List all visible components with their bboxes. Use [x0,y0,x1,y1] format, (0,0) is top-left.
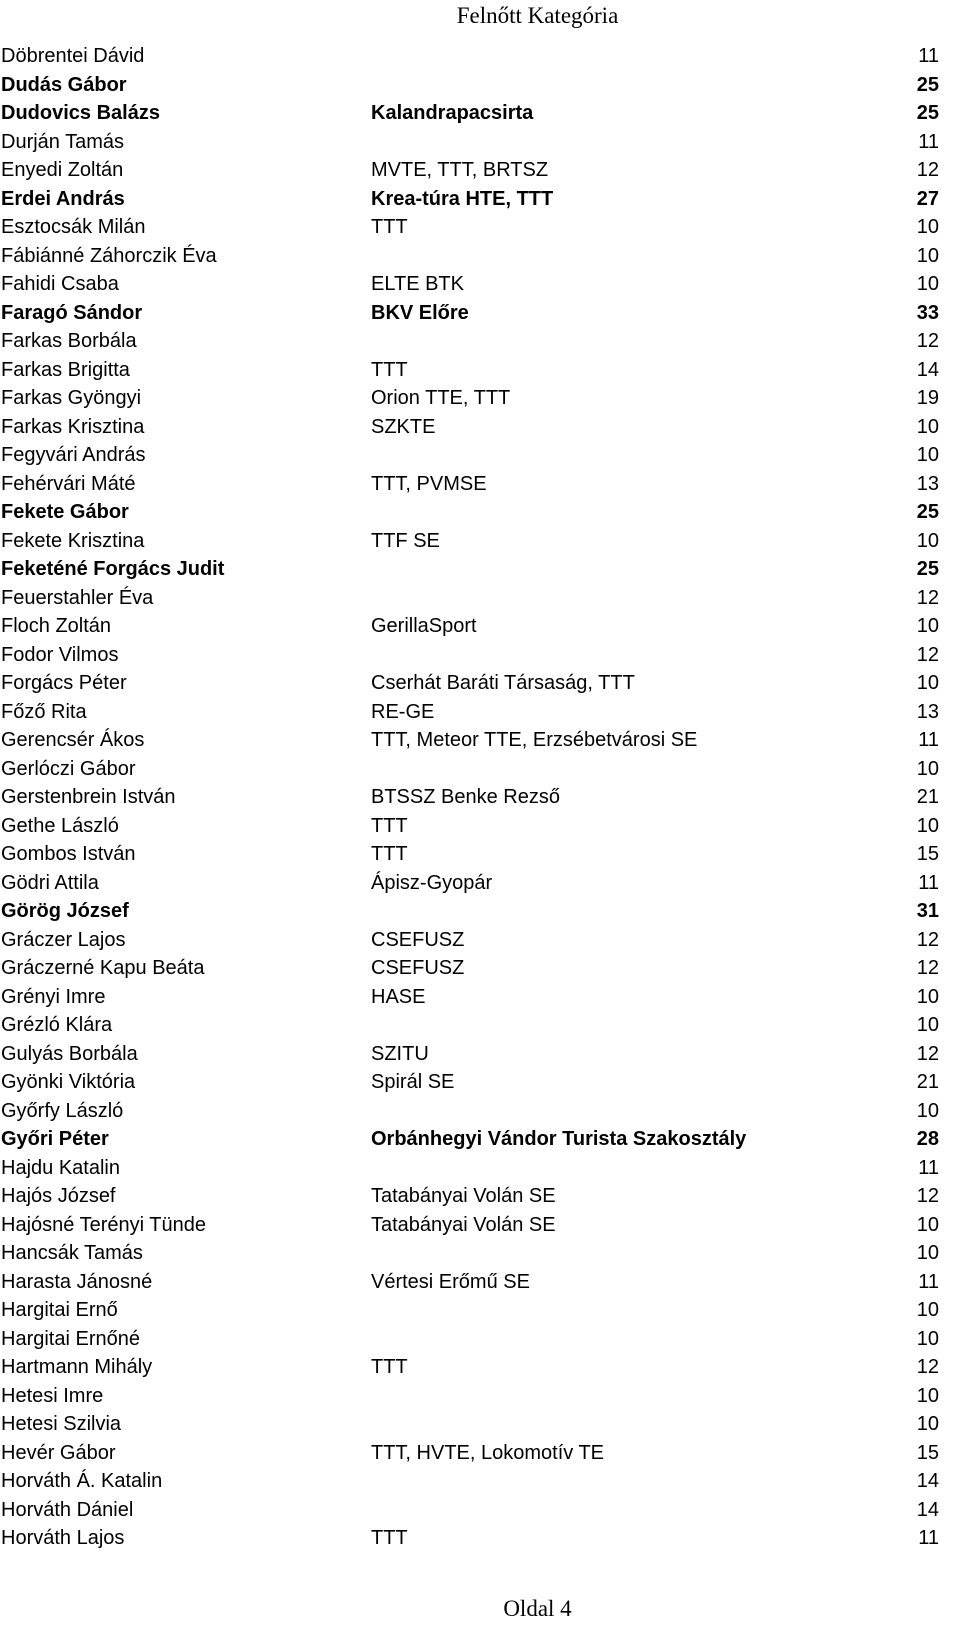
participant-row [0,1182,960,1211]
participant-row [0,270,960,299]
participant-club: Tatabányai Volán SE [371,1213,556,1236]
participant-score: 10 [916,1099,939,1122]
participant-row [0,612,960,641]
participant-row [0,1068,960,1097]
participant-club: TTT, PVMSE [371,472,487,495]
participant-score: 14 [916,358,939,381]
participant-score: 21 [916,1071,939,1093]
participant-score: 12 [916,330,939,352]
participant-club: TTT [371,814,408,837]
participant-row [0,726,960,755]
participant-row [0,1353,960,1382]
participant-row [0,470,960,499]
participant-name: Gyönki Viktória [1,1071,136,1093]
participant-name: Horváth Dániel [1,1498,134,1521]
participant-club: CSEFUSZ [371,957,465,979]
participant-club: TTT [371,1356,408,1378]
participant-row [0,698,960,727]
participant-row [0,869,960,898]
participant-row [0,1325,960,1354]
participant-club: Cserhát Baráti Társaság, TTT [371,672,635,694]
participant-club: Krea-túra HTE, TTT [371,187,554,210]
participant-score: 13 [916,472,939,495]
page-footer [0,1594,960,1624]
participant-score: 11 [918,1270,939,1293]
participant-row [0,356,960,385]
participant-name: Grényi Imre [1,985,106,1008]
participant-name: Farkas Borbála [1,330,137,352]
participant-name: Gethe László [1,814,119,837]
participant-name: Fekete Gábor [1,501,129,523]
participant-row [0,1439,960,1468]
participant-row [0,299,960,328]
participant-score: 10 [916,273,939,295]
participant-name: Gerencsér Ákos [1,729,145,751]
participant-score: 10 [916,1299,939,1321]
participant-row [0,812,960,841]
participant-score: 19 [916,387,939,409]
participant-score: 10 [916,1327,939,1350]
participant-score: 10 [916,1242,939,1264]
participant-row [0,840,960,869]
participant-score: 10 [916,985,939,1008]
participant-row [0,1040,960,1069]
participant-row [0,1496,960,1525]
participant-row [0,555,960,584]
participant-score: 10 [916,757,939,780]
participant-score: 21 [916,786,939,808]
participant-name: Horváth Lajos [1,1527,125,1549]
participant-name: Fegyvári András [1,444,146,466]
participant-score: 11 [918,871,939,894]
participant-club: RE-GE [371,700,435,723]
participant-row [0,242,960,271]
participant-score: 11 [918,45,939,67]
participant-club: ELTE BTK [371,273,464,295]
participant-club: GerillaSport [371,615,477,637]
participant-score: 10 [916,1384,939,1407]
participant-row [0,1211,960,1240]
participant-club: Spirál SE [371,1071,455,1093]
participant-club: Orion TTE, TTT [371,387,511,409]
page-header [0,0,960,32]
participant-name: Gerlóczi Gábor [1,757,136,780]
participant-club: Kalandrapacsirta [371,102,534,124]
participant-score: 10 [916,672,939,694]
participant-club: TTT, Meteor TTE, Erzsébetvárosi SE [371,729,698,751]
participant-club: BTSSZ Benke Rezső [371,786,560,808]
participant-name: Gerstenbrein István [1,786,176,808]
participant-club: CSEFUSZ [371,928,465,951]
participant-score: 25 [916,73,939,96]
page-number: Oldal 4 [503,1596,572,1621]
participant-club: TTT [371,216,408,238]
participant-score: 10 [916,814,939,837]
participant-row [0,1125,960,1154]
participant-row [0,1097,960,1126]
participant-list [0,42,960,1553]
participant-name: Erdei András [1,187,125,210]
participant-score: 27 [916,187,939,210]
participant-row [0,1154,960,1183]
participant-score: 10 [916,415,939,438]
participant-score: 12 [916,586,939,609]
participant-name: Hajós József [1,1185,116,1207]
participant-score: 10 [916,1014,939,1036]
participant-club: TTF SE [371,529,440,552]
participant-name: Gráczer Lajos [1,928,126,951]
participant-club: BKV Előre [371,301,469,324]
participant-row [0,213,960,242]
participant-row [0,1410,960,1439]
participant-name: Gráczerné Kapu Beáta [1,957,205,979]
participant-score: 10 [916,529,939,552]
participant-name: Főző Rita [1,700,87,723]
participant-name: Hargitai Ernő [1,1299,118,1321]
participant-score: 25 [916,501,939,523]
participant-score: 10 [916,244,939,267]
participant-club: TTT [371,843,408,865]
participant-name: Harasta Jánosné [1,1270,153,1293]
participant-score: 12 [916,1042,939,1065]
participant-score: 11 [918,1527,939,1549]
participant-score: 12 [916,159,939,181]
participant-club: HASE [371,985,426,1008]
participant-club: Ápisz-Gyopár [371,871,493,894]
participant-score: 11 [918,1156,939,1179]
participant-score: 10 [916,1413,939,1435]
participant-name: Hajdu Katalin [1,1156,120,1179]
category-title: Felnőtt Kategória [456,3,619,28]
participant-club: Orbánhegyi Vándor Turista Szakosztály [371,1128,747,1150]
participant-name: Grézló Klára [1,1014,113,1036]
participant-name: Farkas Krisztina [1,415,145,438]
participant-club: Tatabányai Volán SE [371,1185,556,1207]
participant-name: Fahidi Csaba [1,273,119,295]
participant-score: 10 [916,216,939,238]
participant-row [0,584,960,613]
participant-row [0,1467,960,1496]
participant-club: SZKTE [371,415,436,438]
participant-score: 10 [916,1213,939,1236]
participant-score: 28 [916,1128,939,1150]
participant-name: Döbrentei Dávid [1,45,145,67]
participant-score: 25 [916,102,939,124]
participant-name: Győrfy László [1,1099,124,1122]
participant-row [0,1011,960,1040]
participant-row [0,783,960,812]
participant-row [0,755,960,784]
participant-row [0,1239,960,1268]
participant-name: Faragó Sándor [1,301,143,324]
participant-name: Gombos István [1,843,136,865]
participant-name: Hetesi Imre [1,1384,104,1407]
participant-score: 15 [916,843,939,865]
participant-club: TTT [371,1527,408,1549]
participant-name: Hargitai Ernőné [1,1327,140,1350]
participant-row [0,1524,960,1553]
participant-row [0,669,960,698]
participant-club: TTT [371,358,408,381]
participant-row [0,128,960,157]
participant-name: Farkas Brigitta [1,358,130,381]
participant-name: Hetesi Szilvia [1,1413,122,1435]
participant-name: Enyedi Zoltán [1,159,124,181]
participant-row [0,954,960,983]
participant-name: Görög József [1,900,129,922]
participant-name: Horváth Á. Katalin [1,1470,163,1492]
participant-name: Feketéné Forgács Judit [1,558,225,580]
participant-score: 10 [916,615,939,637]
participant-name: Floch Zoltán [1,615,112,637]
participant-row [0,926,960,955]
participant-name: Dudovics Balázs [1,102,160,124]
participant-row [0,156,960,185]
participant-name: Farkas Gyöngyi [1,387,142,409]
participant-score: 15 [916,1441,939,1464]
participant-row [0,1268,960,1297]
participant-name: Dudás Gábor [1,73,127,96]
participant-club: MVTE, TTT, BRTSZ [371,159,549,181]
participant-score: 12 [916,643,939,666]
participant-club: SZITU [371,1042,429,1065]
participant-row [0,897,960,926]
participant-name: Győri Péter [1,1128,109,1150]
participant-row [0,1382,960,1411]
participant-row [0,527,960,556]
participant-score: 12 [916,1185,939,1207]
participant-name: Fodor Vilmos [1,643,119,666]
participant-name: Esztocsák Milán [1,216,146,238]
participant-club: Vértesi Erőmű SE [371,1270,530,1293]
participant-row [0,327,960,356]
participant-name: Fehérvári Máté [1,472,136,495]
participant-row [0,498,960,527]
participant-score: 31 [916,900,939,922]
participant-score: 14 [916,1498,939,1521]
participant-name: Fekete Krisztina [1,529,145,552]
participant-score: 11 [918,130,939,153]
participant-score: 12 [916,957,939,979]
participant-row [0,71,960,100]
participant-row [0,42,960,71]
participant-name: Hancsák Tamás [1,1242,143,1264]
participant-row [0,384,960,413]
participant-score: 33 [916,301,939,324]
participant-name: Fábiánné Záhorczik Éva [1,244,217,267]
participant-row [0,413,960,442]
participant-club: TTT, HVTE, Lokomotív TE [371,1441,605,1464]
participant-row [0,185,960,214]
participant-score: 12 [916,928,939,951]
participant-name: Hevér Gábor [1,1441,116,1464]
participant-score: 11 [918,729,939,751]
participant-row [0,1296,960,1325]
participant-row [0,641,960,670]
participant-name: Durján Tamás [1,130,125,153]
participant-name: Gödri Attila [1,871,99,894]
participant-row [0,441,960,470]
participant-score: 10 [916,444,939,466]
participant-name: Hartmann Mihály [1,1356,153,1378]
participant-row [0,983,960,1012]
participant-name: Hajósné Terényi Tünde [1,1213,206,1236]
participant-score: 14 [916,1470,939,1492]
participant-score: 12 [916,1356,939,1378]
participant-score: 13 [916,700,939,723]
participant-name: Feuerstahler Éva [1,586,154,609]
participant-row [0,99,960,128]
participant-name: Gulyás Borbála [1,1042,138,1065]
participant-score: 25 [916,558,939,580]
participant-name: Forgács Péter [1,672,127,694]
